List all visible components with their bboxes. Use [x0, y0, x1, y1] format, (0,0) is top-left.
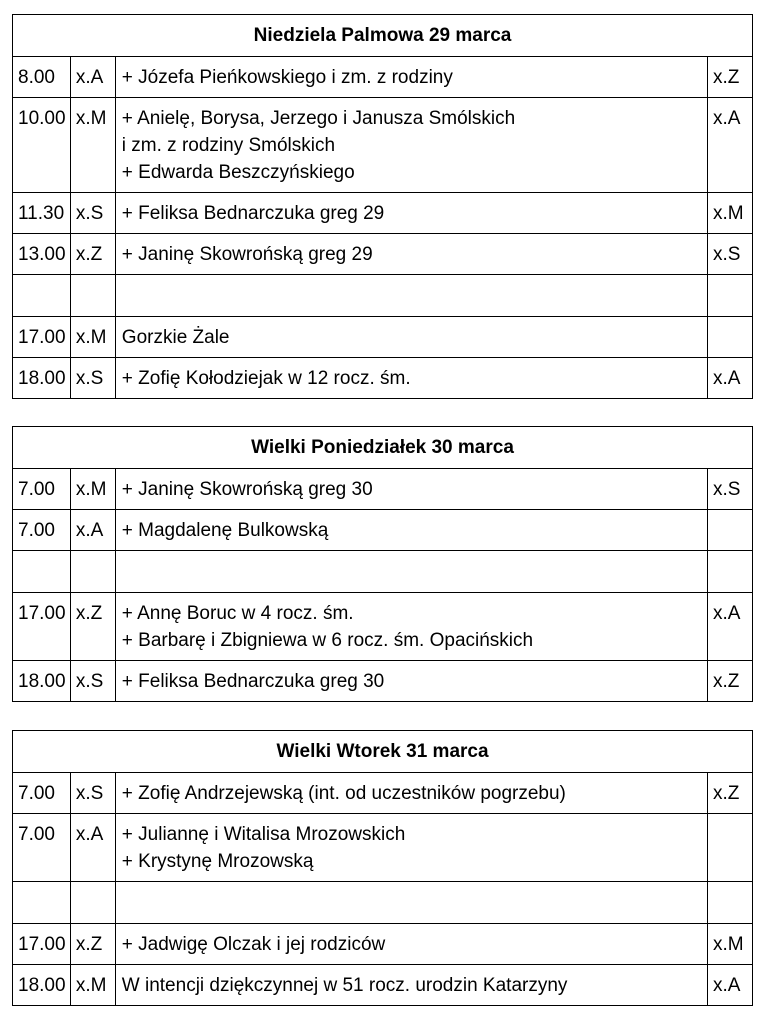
- mass-intention: [115, 882, 707, 924]
- day-title: Wielki Wtorek 31 marca: [13, 731, 753, 773]
- mass-time: 17.00: [13, 924, 71, 965]
- schedule-row: [13, 234, 753, 275]
- schedule-table-holy-monday: [12, 426, 753, 702]
- priest-initial: x.Z: [70, 924, 115, 965]
- schedule-row: [13, 469, 753, 510]
- mass-time: 13.00: [13, 234, 71, 275]
- priest-initial: x.S: [70, 661, 115, 702]
- priest-initial: x.S: [70, 773, 115, 814]
- schedule-table-holy-tuesday: [12, 730, 753, 1006]
- intention-line: + Edwarda Beszczyńskiego: [121, 162, 355, 183]
- celebrant-initial: x.M: [708, 193, 753, 234]
- priest-initial: [70, 275, 115, 317]
- mass-intention: [115, 469, 707, 510]
- mass-intention: [115, 98, 707, 193]
- mass-time: [13, 275, 71, 317]
- schedule-row: [13, 98, 753, 193]
- mass-intention: [115, 814, 707, 882]
- schedule-row: [13, 661, 753, 702]
- schedule-row: [13, 965, 753, 1006]
- schedule-row: [13, 882, 753, 924]
- day-title: Wielki Poniedziałek 30 marca: [13, 427, 753, 469]
- intention-line: W intencji dziękczynnej w 51 rocz. urodzin Katarzyny: [121, 975, 568, 996]
- intention-line: Gorzkie Żale: [121, 327, 230, 348]
- mass-time: 8.00: [13, 57, 71, 98]
- celebrant-initial: x.A: [708, 98, 753, 193]
- priest-initial: x.S: [70, 193, 115, 234]
- mass-time: 10.00: [13, 98, 71, 193]
- celebrant-initial: [708, 275, 753, 317]
- intention-line: + Anielę, Borysa, Jerzego i Janusza Smólskich: [121, 108, 516, 129]
- mass-intention: [115, 317, 707, 358]
- mass-time: 17.00: [13, 593, 71, 661]
- mass-time: 11.30: [13, 193, 71, 234]
- priest-initial: x.A: [70, 510, 115, 551]
- intention-line: + Annę Boruc w 4 rocz. śm.: [121, 603, 354, 624]
- mass-time: 18.00: [13, 661, 71, 702]
- mass-intention: [115, 593, 707, 661]
- intention-line: + Krystynę Mrozowską: [121, 851, 314, 872]
- schedule-row: [13, 193, 753, 234]
- celebrant-initial: [707, 882, 752, 924]
- celebrant-initial: x.A: [708, 358, 753, 399]
- mass-time: 7.00: [13, 510, 71, 551]
- mass-intention: [115, 193, 707, 234]
- priest-initial: x.Z: [70, 234, 115, 275]
- priest-initial: x.A: [70, 57, 115, 98]
- priest-initial: x.M: [70, 965, 115, 1006]
- priest-initial: x.Z: [70, 593, 115, 661]
- priest-initial: x.A: [70, 814, 115, 882]
- mass-time: 18.00: [13, 358, 71, 399]
- mass-intention: [115, 358, 707, 399]
- mass-intention: [115, 275, 707, 317]
- celebrant-initial: [707, 510, 752, 551]
- intention-line: + Zofię Kołodziejak w 12 rocz. śm.: [121, 368, 411, 389]
- schedule-row: [13, 551, 753, 593]
- celebrant-initial: x.Z: [707, 773, 752, 814]
- mass-time: [13, 551, 71, 593]
- schedule-row: [13, 924, 753, 965]
- intention-line: + Jadwigę Olczak i jej rodziców: [121, 934, 386, 955]
- intention-line: + Feliksa Bednarczuka greg 30: [121, 671, 385, 692]
- schedule-row: [13, 773, 753, 814]
- mass-time: 7.00: [13, 469, 71, 510]
- schedule-table-palm-sunday: [12, 14, 753, 399]
- intention-line: + Janinę Skowrońską greg 30: [121, 479, 373, 500]
- celebrant-initial: x.A: [707, 965, 752, 1006]
- mass-intention: [115, 924, 707, 965]
- mass-intention: [115, 773, 707, 814]
- priest-initial: [70, 882, 115, 924]
- celebrant-initial: x.S: [708, 234, 753, 275]
- mass-intention: [115, 57, 707, 98]
- priest-initial: [70, 551, 115, 593]
- schedule-row: [13, 317, 753, 358]
- mass-intention: [115, 510, 707, 551]
- priest-initial: x.M: [70, 469, 115, 510]
- intention-line: i zm. z rodziny Smólskich: [121, 135, 336, 156]
- celebrant-initial: [708, 317, 753, 358]
- mass-time: 7.00: [13, 773, 71, 814]
- mass-intention: [115, 661, 707, 702]
- mass-intention: [115, 234, 707, 275]
- mass-intention: [115, 551, 707, 593]
- schedule-row: [13, 814, 753, 882]
- celebrant-initial: x.M: [707, 924, 752, 965]
- schedule-row: [13, 510, 753, 551]
- celebrant-initial: [707, 551, 752, 593]
- mass-time: 17.00: [13, 317, 71, 358]
- schedule-row: [13, 593, 753, 661]
- celebrant-initial: x.Z: [707, 661, 752, 702]
- intention-line: + Janinę Skowrońską greg 29: [121, 244, 373, 265]
- mass-time: 18.00: [13, 965, 71, 1006]
- mass-time: 7.00: [13, 814, 71, 882]
- schedule-row: [13, 57, 753, 98]
- priest-initial: x.M: [70, 317, 115, 358]
- intention-line: + Feliksa Bednarczuka greg 29: [121, 203, 385, 224]
- celebrant-initial: x.Z: [708, 57, 753, 98]
- intention-line: + Magdalenę Bulkowską: [121, 520, 329, 541]
- intention-line: + Juliannę i Witalisa Mrozowskich: [121, 824, 406, 845]
- priest-initial: x.S: [70, 358, 115, 399]
- mass-intention: [115, 965, 707, 1006]
- celebrant-initial: [707, 814, 752, 882]
- celebrant-initial: x.S: [707, 469, 752, 510]
- day-title: Niedziela Palmowa 29 marca: [13, 15, 753, 57]
- celebrant-initial: x.A: [707, 593, 752, 661]
- intention-line: + Barbarę i Zbigniewa w 6 rocz. śm. Opacińskich: [121, 630, 534, 651]
- mass-time: [13, 882, 71, 924]
- intention-line: + Józefa Pieńkowskiego i zm. z rodziny: [121, 67, 453, 88]
- schedule-row: [13, 275, 753, 317]
- intention-line: + Zofię Andrzejewską (int. od uczestników pogrzebu): [121, 783, 566, 804]
- priest-initial: x.M: [70, 98, 115, 193]
- schedule-row: [13, 358, 753, 399]
